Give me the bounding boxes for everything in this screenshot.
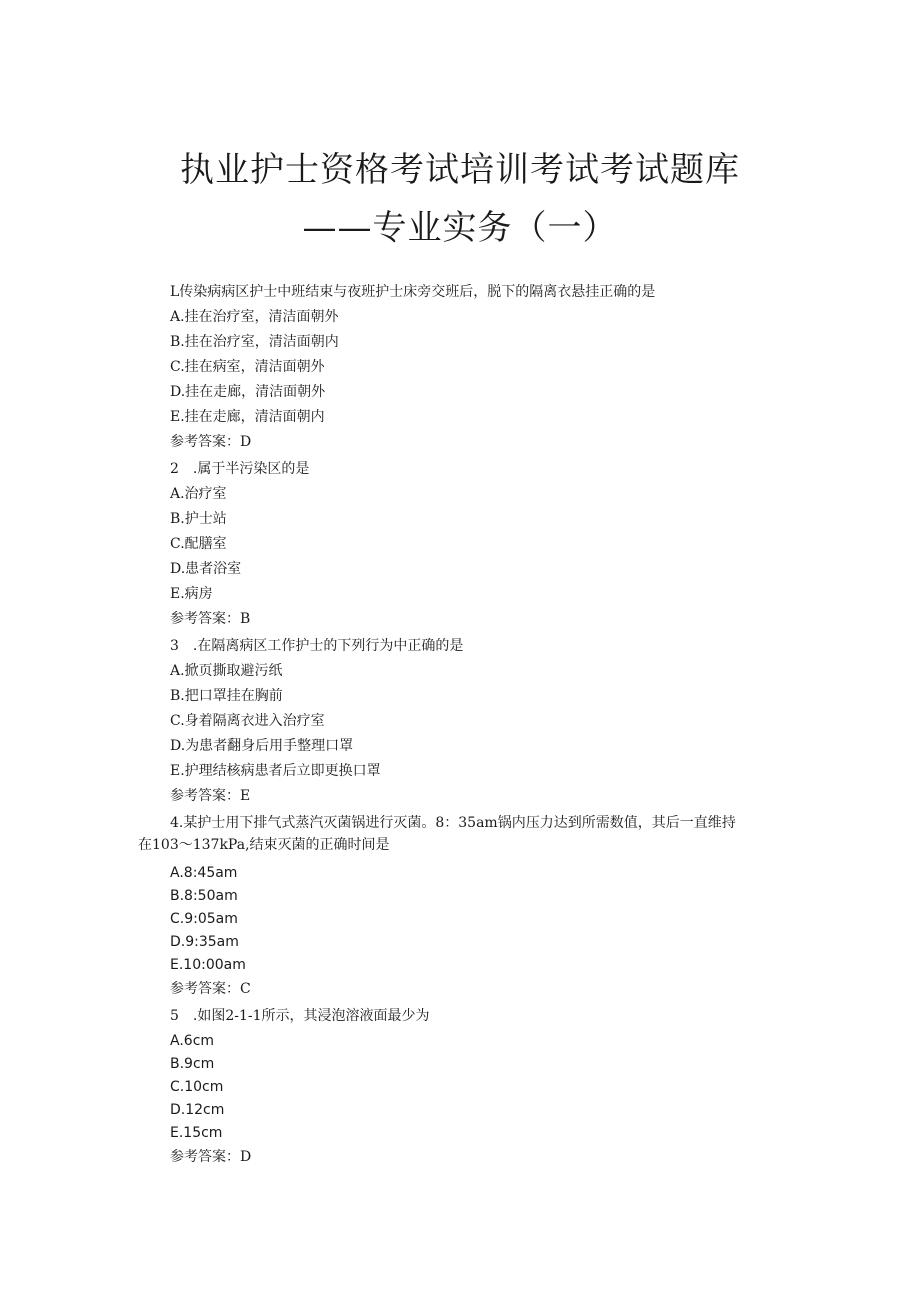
option-b: B.9cm (170, 1056, 215, 1072)
option-b: B.8:50am (170, 888, 238, 904)
option-c: C.9:05am (170, 911, 238, 927)
option-e: E.10:00am (170, 957, 246, 973)
question-list (138, 282, 810, 1174)
option-e: E.15cm (170, 1125, 223, 1141)
answer-key: 参考答案：D (170, 434, 252, 450)
option-d: D.挂在走廊，清洁面朝外 (170, 384, 326, 400)
option-e: E.护理结核病患者后立即更换口罩 (170, 763, 381, 779)
answer-key: 参考答案：C (170, 981, 251, 997)
answer-key: 参考答案：B (170, 611, 251, 627)
option-d: D.为患者翻身后用手整理口罩 (170, 738, 354, 754)
option-a: A.6cm (170, 1033, 215, 1049)
answer-key: 参考答案：E (170, 788, 251, 804)
question-1 (170, 282, 810, 452)
option-c: C.身着隔离衣进入治疗室 (170, 713, 325, 729)
document-subtitle: ——专业实务（一） (302, 208, 618, 248)
option-d: D.12cm (170, 1102, 225, 1118)
question-stem: L传染病病区护士中班结束与夜班护士床旁交班后，脱下的隔离衣悬挂正确的是 (170, 284, 656, 300)
option-a: A.8:45am (170, 865, 238, 881)
question-stem: 5 .如图2-1-1所示，其浸泡溶液面最少为 (170, 1008, 430, 1024)
option-d: D.9:35am (170, 934, 239, 950)
question-stem: 3 .在隔离病区工作护士的下列行为中正确的是 (170, 638, 464, 654)
option-a: A.挂在治疗室，清洁面朝外 (170, 309, 339, 325)
option-b: B.护士站 (170, 511, 227, 527)
answer-key: 参考答案：D (170, 1149, 252, 1165)
option-c: C.配膳室 (170, 536, 227, 552)
option-b: B.挂在治疗室，清洁面朝内 (170, 334, 339, 350)
question-3 (170, 636, 810, 806)
option-a: A.掀页撕取避污纸 (170, 663, 283, 679)
question-stem (138, 813, 810, 855)
option-c: C.10cm (170, 1079, 224, 1095)
question-4 (138, 813, 810, 999)
question-stem: 2 .属于半污染区的是 (170, 461, 310, 477)
option-b: B.把口罩挂在胸前 (170, 688, 283, 704)
option-e: E.挂在走廊，清洁面朝内 (170, 409, 325, 425)
document-title: 执业护士资格考试培训考试考试题库 (180, 150, 740, 190)
option-d: D.患者浴室 (170, 561, 242, 577)
question-stem-line-2: 在103～137kPa,结束灭菌的正确时间是 (138, 837, 390, 853)
question-5 (170, 1006, 810, 1167)
option-c: C.挂在病室，清洁面朝外 (170, 359, 325, 375)
option-e: E.病房 (170, 586, 213, 602)
option-a: A.治疗室 (170, 486, 227, 502)
question-2 (170, 459, 810, 629)
question-stem-line-1: 4.某护士用下排气式蒸汽灭菌锅进行灭菌。8：35am锅内压力达到所需数值，其后一直维持 (170, 815, 736, 831)
